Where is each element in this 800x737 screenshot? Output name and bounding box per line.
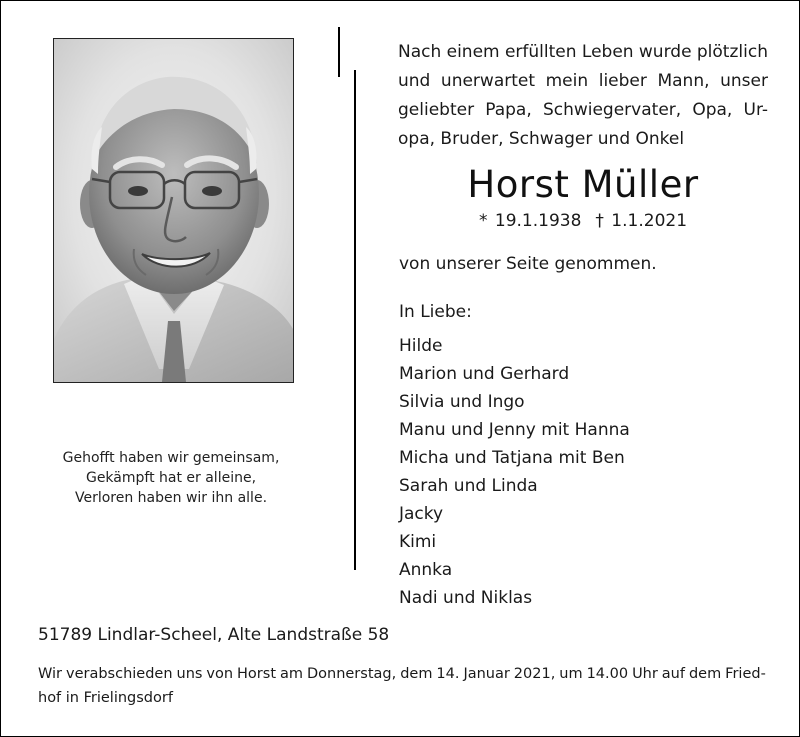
word: Uhr [632,666,658,682]
mourner-name: Micha und Tatjana mit Ben [399,448,625,468]
funeral-line [38,686,766,710]
word: auf [661,666,685,682]
announcement-text [398,38,768,154]
family-address: 51789 Lindlar-Scheel, Alte Landstraße 58 [38,625,390,645]
funeral-line [38,662,766,686]
word: Nach [398,42,442,62]
mourner-name: Sarah und Linda [399,476,538,496]
word: lieber [598,71,647,91]
word: Ur- [743,100,768,120]
portrait-photo [53,38,294,383]
birth-date: * 19.1.1938 [478,211,582,231]
word: Leben [581,42,634,62]
mourners-list [399,332,630,612]
word: unser [720,71,768,91]
portrait-illustration [54,39,293,382]
word: Horst [237,666,277,682]
mourner-name: Manu und Jenny mit Hanna [399,420,630,440]
word: Opa, [692,100,733,120]
mourner-name: Marion und Gerhard [399,364,570,384]
announcement-line [398,38,768,67]
word: 14. [436,666,460,682]
quote-line: Gehofft haben wir gemeinsam, [62,450,280,466]
announcement-line [398,125,768,154]
word: verabschieden [65,666,173,682]
quote-line: Gekämpft hat er alleine, [85,470,257,486]
word: von [206,666,234,682]
word: dem [688,666,722,682]
word: Wir [38,666,63,682]
word: am [279,666,303,682]
word: erfüllten [504,42,577,62]
closing-phrase: von unserer Seite genommen. [399,254,657,274]
mourner-name: Hilde [399,336,443,356]
word: wurde [638,42,692,62]
mourner-name: Kimi [399,532,437,552]
word: mein [545,71,589,91]
death-date: † 1.1.2021 [595,211,688,231]
mourner-name: Nadi und Niklas [399,588,533,608]
word: einem [446,42,500,62]
word: geliebter [398,100,475,120]
word: um [559,666,583,682]
quote-line: Verloren haben wir ihn alle. [74,490,268,506]
word: unerwartet [440,71,536,91]
life-dates [398,207,768,235]
mourner-name: Jacky [399,504,444,524]
word: Schwiegervater, [542,100,682,120]
deceased-name: Horst Müller [467,163,699,206]
word: Fried- [725,666,766,682]
funeral-location: hof in Frielingsdorf [38,690,173,706]
word: opa, Bruder, Schwager und Onkel [398,129,685,149]
announcement-line [398,96,768,125]
funeral-info [38,662,766,710]
word: Januar [463,666,510,682]
divider-line-long [354,70,356,570]
word: plötzlich [696,42,768,62]
mourner-name: Silvia und Ingo [399,392,525,412]
word: 2021, [513,666,556,682]
word: uns [176,666,203,682]
word: 14.00 [586,666,629,682]
word: Mann, [657,71,710,91]
word: und [398,71,431,91]
mourner-name: Annka [399,560,453,580]
word: dem [400,666,433,682]
divider-line-short [338,27,340,77]
word: Papa, [485,100,532,120]
announcement-line [398,67,768,96]
word: Donnerstag, [306,666,397,682]
memorial-quote [40,448,302,508]
mourners-heading: In Liebe: [399,302,472,322]
